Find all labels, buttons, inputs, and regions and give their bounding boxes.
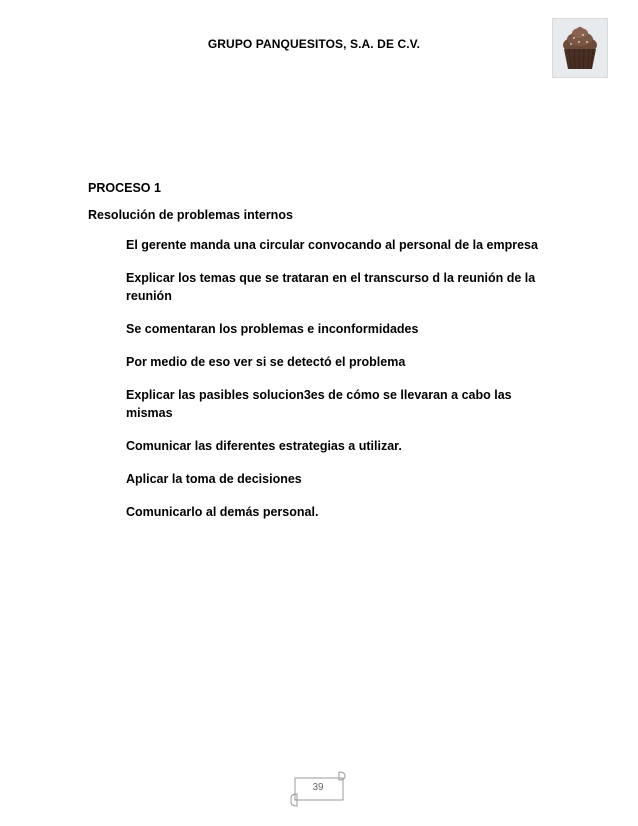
- process-step: Comunicarlo al demás personal.: [126, 505, 319, 519]
- process-step: Se comentaran los problemas e inconformidades: [126, 322, 419, 336]
- cupcake-logo: [552, 18, 608, 78]
- header-company-name: GRUPO PANQUESITOS, S.A. DE C.V.: [207, 37, 421, 51]
- process-subtitle: Resolución de problemas internos: [88, 208, 293, 222]
- process-step: El gerente manda una circular convocando al personal de la empresa: [126, 238, 538, 252]
- process-step: Aplicar la toma de decisiones: [126, 472, 302, 486]
- page-number: 39: [312, 782, 324, 793]
- process-step: Por medio de eso ver si se detectó el problema: [126, 355, 406, 369]
- process-step: Comunicar las diferentes estrategias a utilizar.: [126, 439, 402, 453]
- process-steps-list: [126, 236, 556, 536]
- process-title: PROCESO 1: [88, 181, 161, 195]
- process-step: Explicar los temas que se trataran en el transcurso d la reunión de la reunión: [126, 271, 536, 303]
- page-footer: [287, 770, 349, 810]
- process-step: Explicar las pasibles solucion3es de cómo se llevaran a cabo las mismas: [126, 388, 512, 420]
